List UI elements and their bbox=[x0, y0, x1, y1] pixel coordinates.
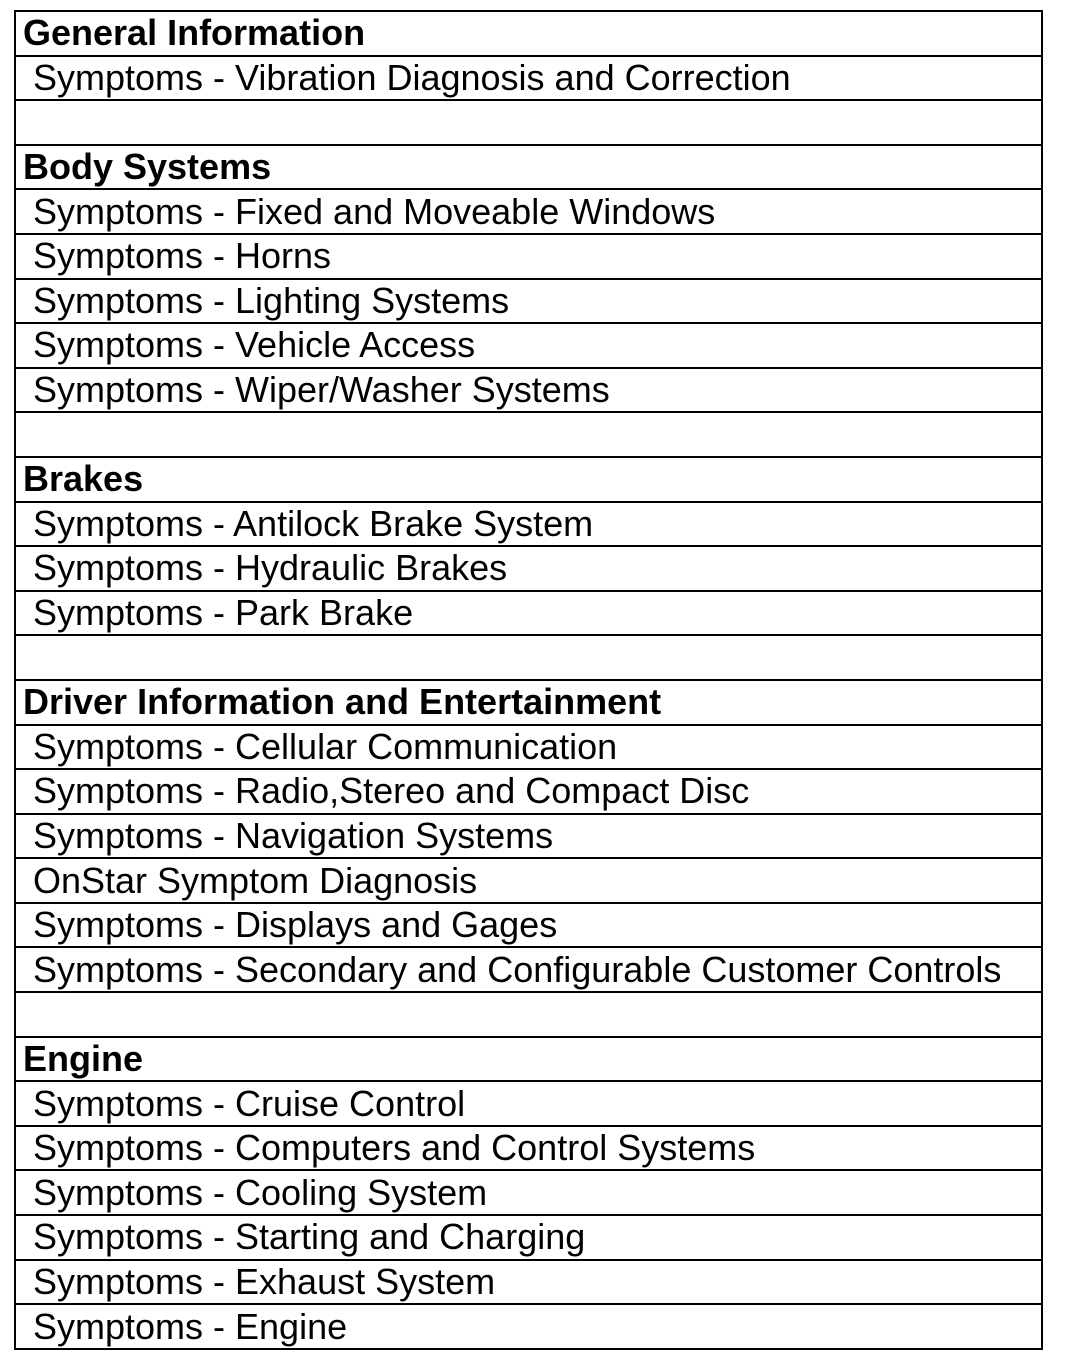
spacer-cell bbox=[15, 992, 1042, 1037]
symptom-link[interactable]: Symptoms - Fixed and Moveable Windows bbox=[15, 189, 1042, 234]
symptom-link-row[interactable] bbox=[15, 323, 1042, 368]
symptom-link-row[interactable] bbox=[15, 546, 1042, 591]
symptom-link-row[interactable] bbox=[15, 189, 1042, 234]
symptom-link-row[interactable] bbox=[15, 725, 1042, 770]
symptom-link-row[interactable] bbox=[15, 56, 1042, 101]
symptom-link[interactable]: Symptoms - Vehicle Access bbox=[15, 323, 1042, 368]
symptom-link-row[interactable] bbox=[15, 1304, 1042, 1349]
section-heading: Engine bbox=[15, 1037, 1042, 1082]
symptom-link-row[interactable] bbox=[15, 368, 1042, 413]
symptom-index-table bbox=[14, 10, 1043, 1350]
symptom-link[interactable]: Symptoms - Radio,Stereo and Compact Disc bbox=[15, 769, 1042, 814]
symptom-link[interactable]: Symptoms - Antilock Brake System bbox=[15, 502, 1042, 547]
symptom-link[interactable]: Symptoms - Displays and Gages bbox=[15, 903, 1042, 948]
symptom-link-row[interactable] bbox=[15, 1260, 1042, 1305]
symptom-link-row[interactable] bbox=[15, 1215, 1042, 1260]
symptom-link-row[interactable] bbox=[15, 814, 1042, 859]
symptom-link[interactable]: Symptoms - Cruise Control bbox=[15, 1081, 1042, 1126]
symptom-link-row[interactable] bbox=[15, 947, 1042, 992]
section-heading-row bbox=[15, 680, 1042, 725]
symptom-link-row[interactable] bbox=[15, 769, 1042, 814]
section-heading-row bbox=[15, 457, 1042, 502]
symptom-link[interactable]: Symptoms - Engine bbox=[15, 1304, 1042, 1349]
spacer-row bbox=[15, 100, 1042, 145]
symptom-link[interactable]: Symptoms - Vibration Diagnosis and Correction bbox=[15, 56, 1042, 101]
symptom-link-row[interactable] bbox=[15, 1081, 1042, 1126]
symptom-link[interactable]: OnStar Symptom Diagnosis bbox=[15, 858, 1042, 903]
spacer-row bbox=[15, 635, 1042, 680]
section-heading: Brakes bbox=[15, 457, 1042, 502]
symptom-link-row[interactable] bbox=[15, 591, 1042, 636]
symptom-link[interactable]: Symptoms - Wiper/Washer Systems bbox=[15, 368, 1042, 413]
symptom-link[interactable]: Symptoms - Park Brake bbox=[15, 591, 1042, 636]
symptom-link[interactable]: Symptoms - Cooling System bbox=[15, 1170, 1042, 1215]
symptom-link[interactable]: Symptoms - Horns bbox=[15, 234, 1042, 279]
symptom-link-row[interactable] bbox=[15, 858, 1042, 903]
symptom-link-row[interactable] bbox=[15, 903, 1042, 948]
symptom-link-row[interactable] bbox=[15, 1126, 1042, 1171]
symptom-link[interactable]: Symptoms - Hydraulic Brakes bbox=[15, 546, 1042, 591]
spacer-cell bbox=[15, 100, 1042, 145]
symptom-link[interactable]: Symptoms - Starting and Charging bbox=[15, 1215, 1042, 1260]
section-heading-row bbox=[15, 1037, 1042, 1082]
symptom-link-row[interactable] bbox=[15, 1170, 1042, 1215]
spacer-row bbox=[15, 412, 1042, 457]
section-heading: Driver Information and Entertainment bbox=[15, 680, 1042, 725]
symptom-index-table-body bbox=[15, 11, 1042, 1349]
symptom-link-row[interactable] bbox=[15, 502, 1042, 547]
symptom-link[interactable]: Symptoms - Cellular Communication bbox=[15, 725, 1042, 770]
symptom-link[interactable]: Symptoms - Exhaust System bbox=[15, 1260, 1042, 1305]
spacer-row bbox=[15, 992, 1042, 1037]
section-heading-row bbox=[15, 145, 1042, 190]
symptom-link-row[interactable] bbox=[15, 234, 1042, 279]
spacer-cell bbox=[15, 635, 1042, 680]
symptom-link[interactable]: Symptoms - Lighting Systems bbox=[15, 279, 1042, 324]
symptom-link-row[interactable] bbox=[15, 279, 1042, 324]
section-heading-row bbox=[15, 11, 1042, 56]
symptom-link[interactable]: Symptoms - Computers and Control Systems bbox=[15, 1126, 1042, 1171]
section-heading: Body Systems bbox=[15, 145, 1042, 190]
symptom-link[interactable]: Symptoms - Secondary and Configurable Customer Controls bbox=[15, 947, 1042, 992]
symptom-link[interactable]: Symptoms - Navigation Systems bbox=[15, 814, 1042, 859]
section-heading: General Information bbox=[15, 11, 1042, 56]
spacer-cell bbox=[15, 412, 1042, 457]
